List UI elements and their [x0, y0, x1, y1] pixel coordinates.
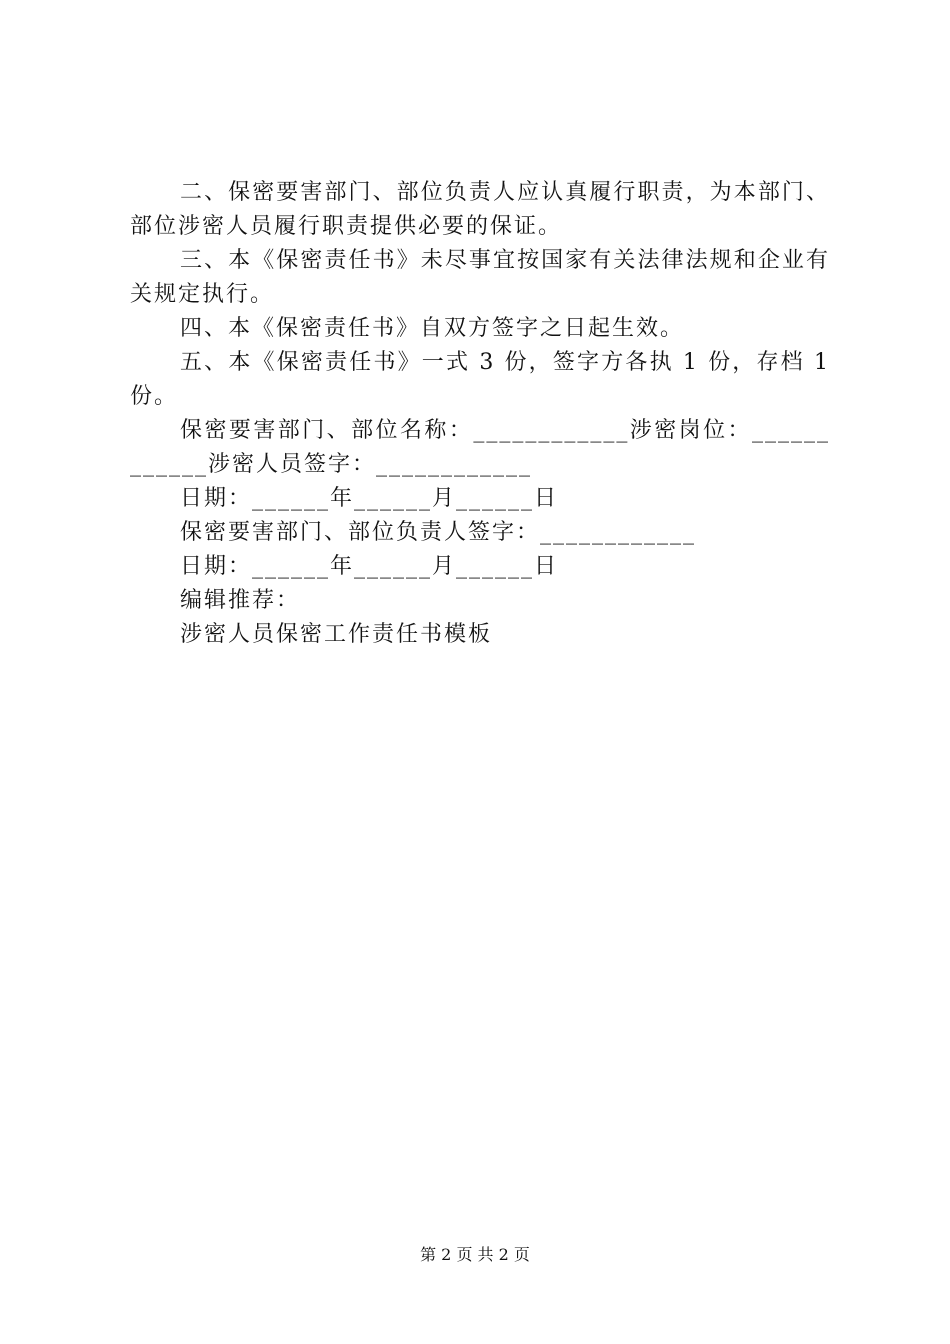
paragraph-2: 二、保密要害部门、部位负责人应认真履行职责，为本部门、部位涉密人员履行职责提供必要的保证。 [130, 180, 830, 239]
page-footer: 第 2 页 共 2 页 [420, 1245, 530, 1264]
recommend-item: 涉密人员保密工作责任书模板 [180, 622, 493, 647]
date-line-2: 日期：______年______月______日 [180, 554, 559, 579]
paragraph-3: 三、本《保密责任书》未尽事宜按国家有关法律法规和企业有关规定执行。 [130, 248, 830, 307]
paragraph-4: 四、本《保密责任书》自双方签字之日起生效。 [180, 316, 685, 341]
head-signature-line: 保密要害部门、部位负责人签字：____________ [180, 520, 697, 545]
date-line-1: 日期：______年______月______日 [180, 486, 559, 511]
paragraph-5: 五、本《保密责任书》一式 3 份，签字方各执 1 份，存档 1 份。 [130, 350, 830, 409]
document-body [130, 176, 830, 652]
recommend-label: 编辑推荐： [180, 588, 301, 613]
dept-position-signature-line: 保密要害部门、部位名称：____________涉密岗位：____________涉密人员签字：____________ [130, 418, 830, 477]
